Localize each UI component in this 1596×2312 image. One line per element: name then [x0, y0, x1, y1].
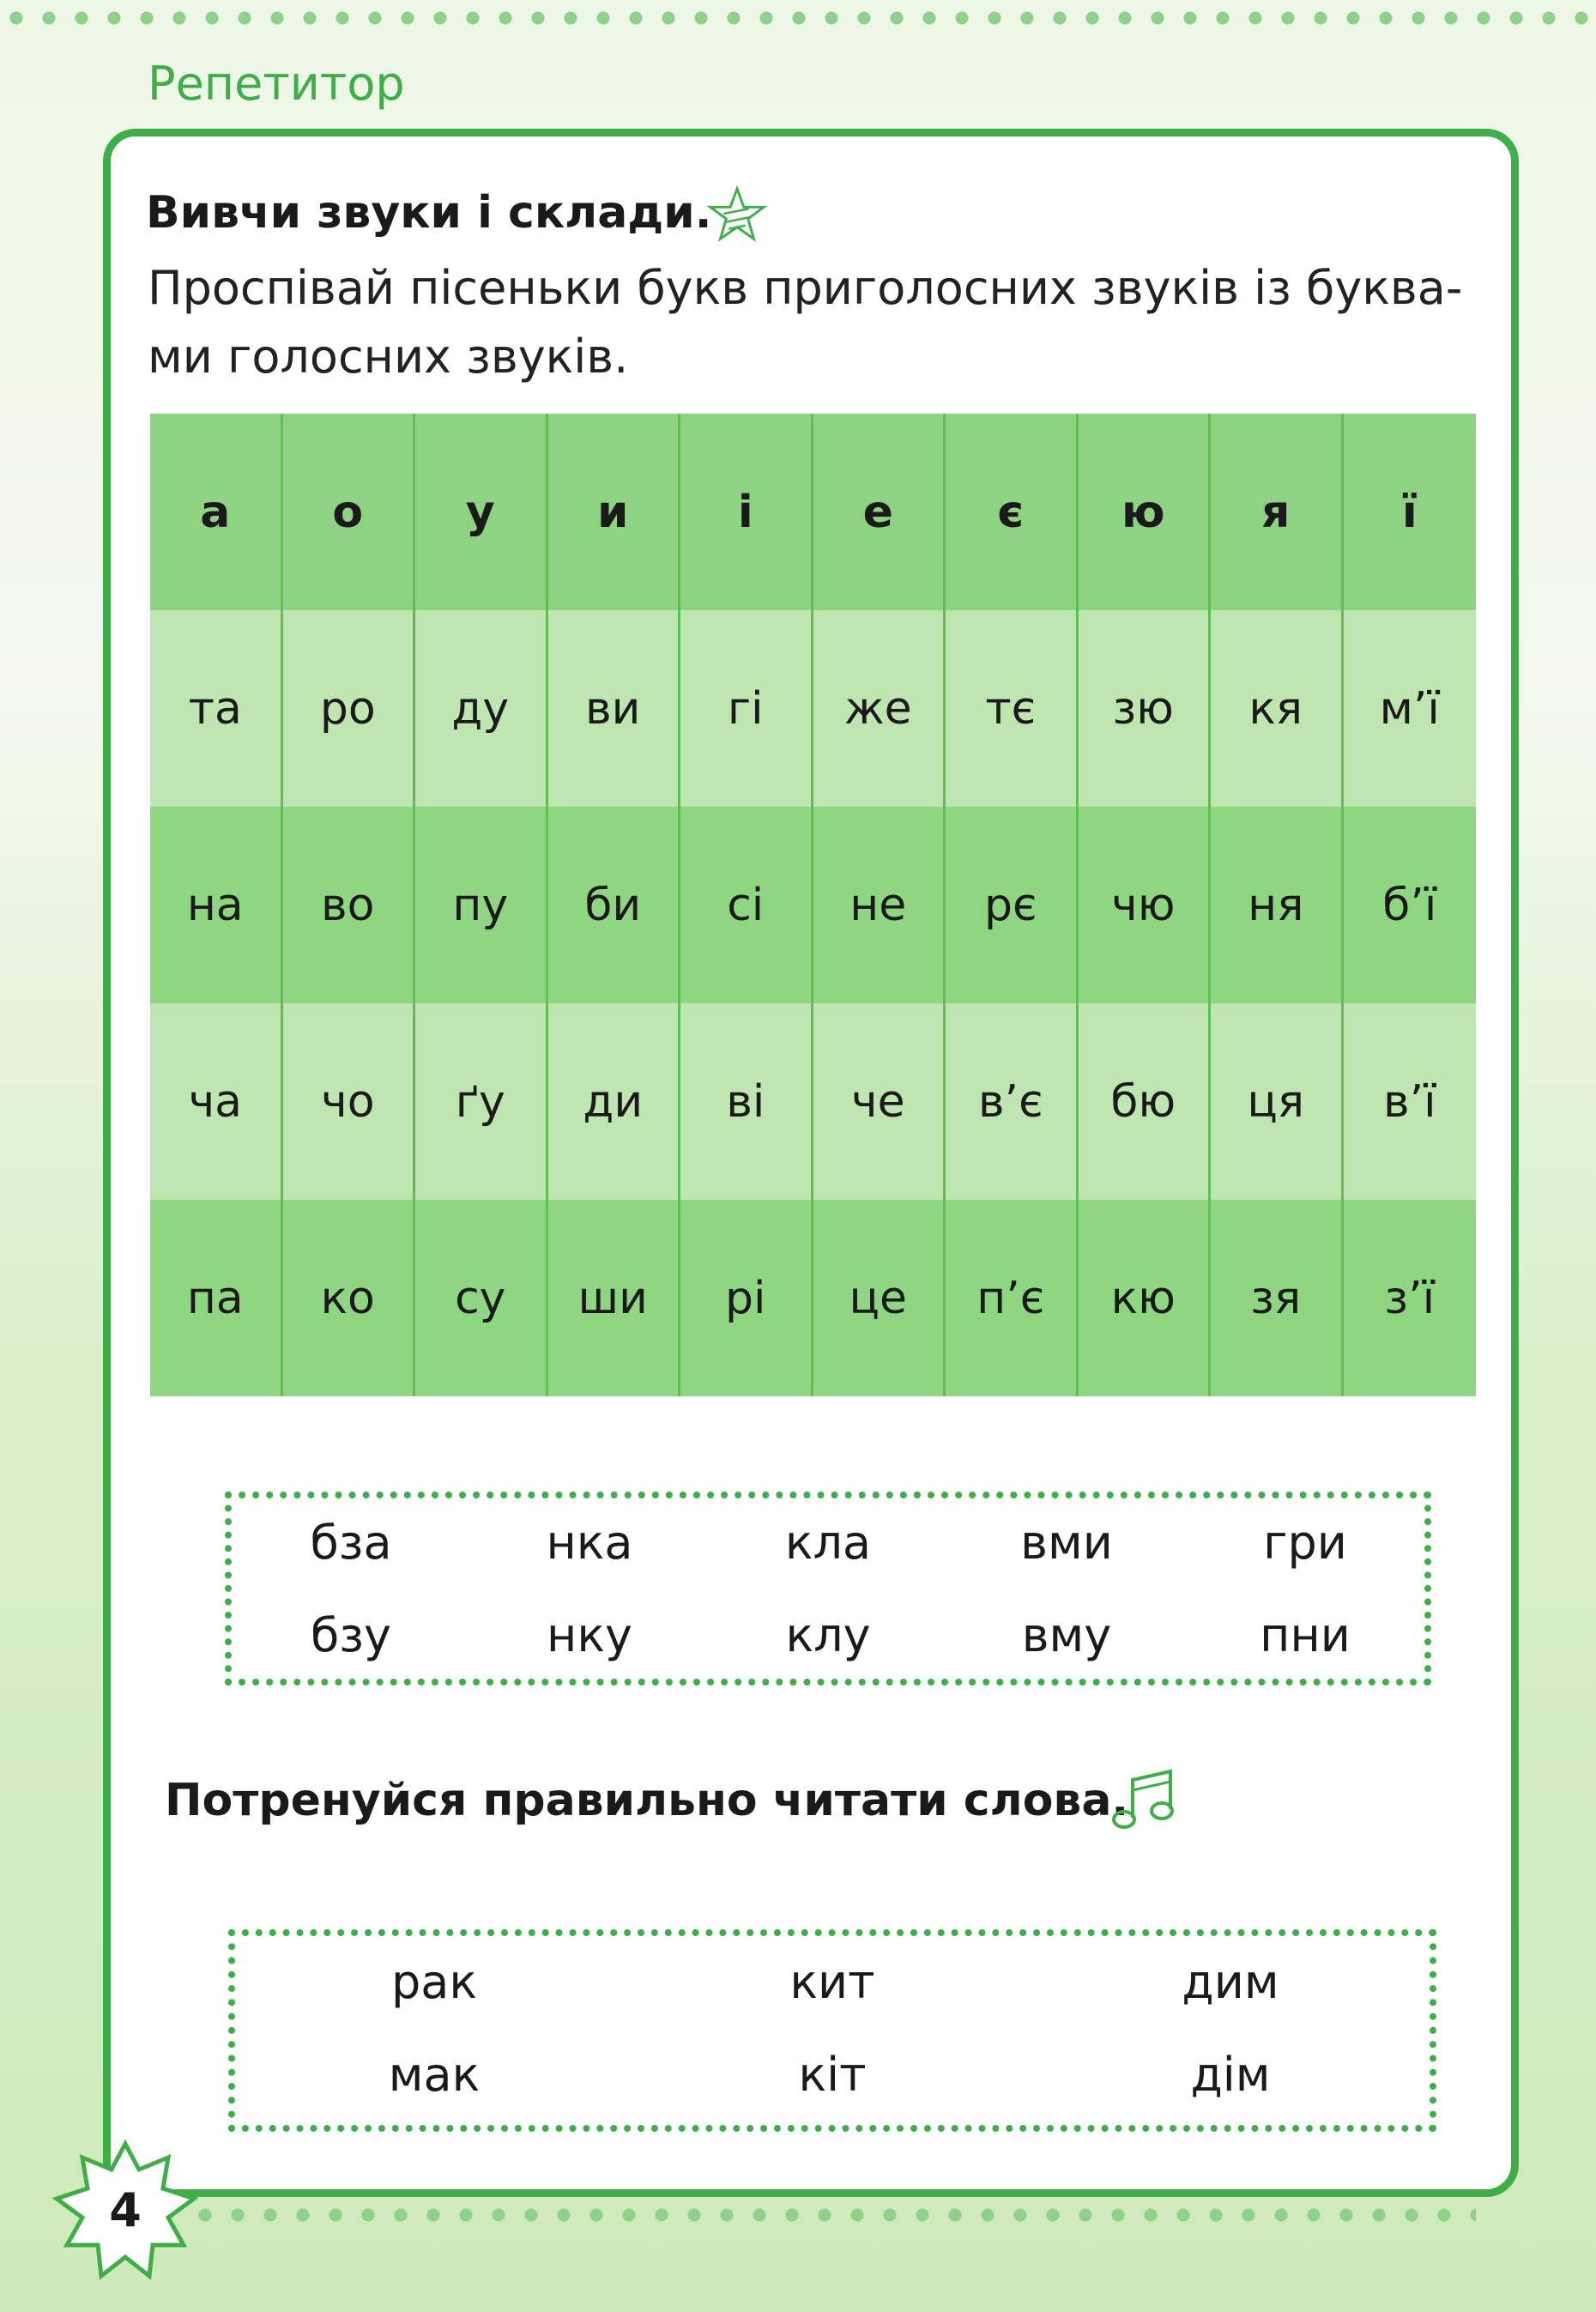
table-cell: о: [283, 414, 416, 610]
table-cell: на: [150, 807, 283, 1003]
list-item: кіт: [798, 2048, 867, 2102]
list-item: нка: [546, 1516, 633, 1570]
table-cell: а: [150, 414, 283, 610]
instruction-line-2: ми голосних звуків.: [148, 330, 629, 384]
table-cell: ко: [283, 1200, 416, 1396]
table-cell: пу: [415, 807, 548, 1003]
table-cell: ча: [150, 1003, 283, 1200]
table-cell: ро: [283, 610, 416, 807]
table-cell: зю: [1079, 610, 1212, 807]
syllable-box: [225, 1492, 1431, 1686]
table-cell: є: [946, 414, 1079, 610]
table-cell: бю: [1079, 1003, 1212, 1200]
table-cell: ю: [1079, 414, 1212, 610]
table-cell: чо: [283, 1003, 416, 1200]
table-cell: во: [283, 807, 416, 1003]
section2-title: Потренуйся правильно читати слова.: [165, 1775, 1129, 1826]
section1-instruction: [148, 254, 1469, 391]
table-cell: и: [548, 414, 681, 610]
table-cell: ви: [548, 610, 681, 807]
table-cell: кю: [1079, 1200, 1212, 1396]
list-item: дім: [1190, 2048, 1271, 2102]
table-cell: та: [150, 610, 283, 807]
table-cell: зя: [1211, 1200, 1344, 1396]
table-cell: у: [415, 414, 548, 610]
list-item: вми: [1020, 1516, 1113, 1570]
table-cell: е: [813, 414, 946, 610]
table-cell: з’ї: [1344, 1200, 1477, 1396]
table-cell: гі: [680, 610, 813, 807]
table-cell: сі: [680, 807, 813, 1003]
table-cell: тє: [946, 610, 1079, 807]
table-cell: па: [150, 1200, 283, 1396]
bottom-dots-border: [189, 2202, 1476, 2228]
table-cell: в’є: [946, 1003, 1079, 1200]
table-cell: рє: [946, 807, 1079, 1003]
top-dots-border: [0, 5, 1596, 31]
table-cell: че: [813, 1003, 946, 1200]
list-item: бза: [310, 1516, 392, 1570]
table-cell: б’ї: [1344, 807, 1477, 1003]
star-icon: [704, 184, 771, 251]
brand-title: Репетитор: [148, 57, 405, 111]
table-cell: в’ї: [1344, 1003, 1477, 1200]
table-cell: чю: [1079, 807, 1212, 1003]
table-cell: ди: [548, 1003, 681, 1200]
table-cell: ї: [1344, 414, 1477, 610]
list-item: бзу: [311, 1608, 391, 1662]
list-item: нку: [547, 1608, 632, 1662]
list-item: вму: [1021, 1608, 1112, 1662]
section1-title: Вивчи звуки і склади.: [146, 187, 712, 239]
list-item: рак: [391, 1955, 477, 2009]
list-item: гри: [1263, 1516, 1347, 1570]
table-cell: же: [813, 610, 946, 807]
table-cell: рі: [680, 1200, 813, 1396]
table-cell: не: [813, 807, 946, 1003]
table-cell: п’є: [946, 1200, 1079, 1396]
list-item: пни: [1260, 1608, 1351, 1662]
table-cell: ґу: [415, 1003, 548, 1200]
table-cell: би: [548, 807, 681, 1003]
table-cell: су: [415, 1200, 548, 1396]
page-number: 4: [109, 2182, 142, 2237]
list-item: кит: [789, 1955, 875, 2009]
table-cell: ши: [548, 1200, 681, 1396]
table-cell: ця: [1211, 1003, 1344, 1200]
table-cell: ня: [1211, 807, 1344, 1003]
table-cell: це: [813, 1200, 946, 1396]
table-cell: м’ї: [1344, 610, 1477, 807]
word-box: [228, 1929, 1436, 2132]
syllable-table: [150, 414, 1476, 1396]
music-note-icon: [1107, 1764, 1186, 1837]
table-cell: ві: [680, 1003, 813, 1200]
table-cell: і: [680, 414, 813, 610]
list-item: мак: [388, 2048, 481, 2102]
list-item: дим: [1182, 1955, 1279, 2009]
list-item: кла: [784, 1516, 872, 1570]
table-cell: я: [1211, 414, 1344, 610]
table-cell: ду: [415, 610, 548, 807]
instruction-line-1: Проспівай пісеньки букв приголосних звуків із буква-: [148, 261, 1463, 315]
table-cell: кя: [1211, 610, 1344, 807]
list-item: клу: [785, 1608, 871, 1662]
